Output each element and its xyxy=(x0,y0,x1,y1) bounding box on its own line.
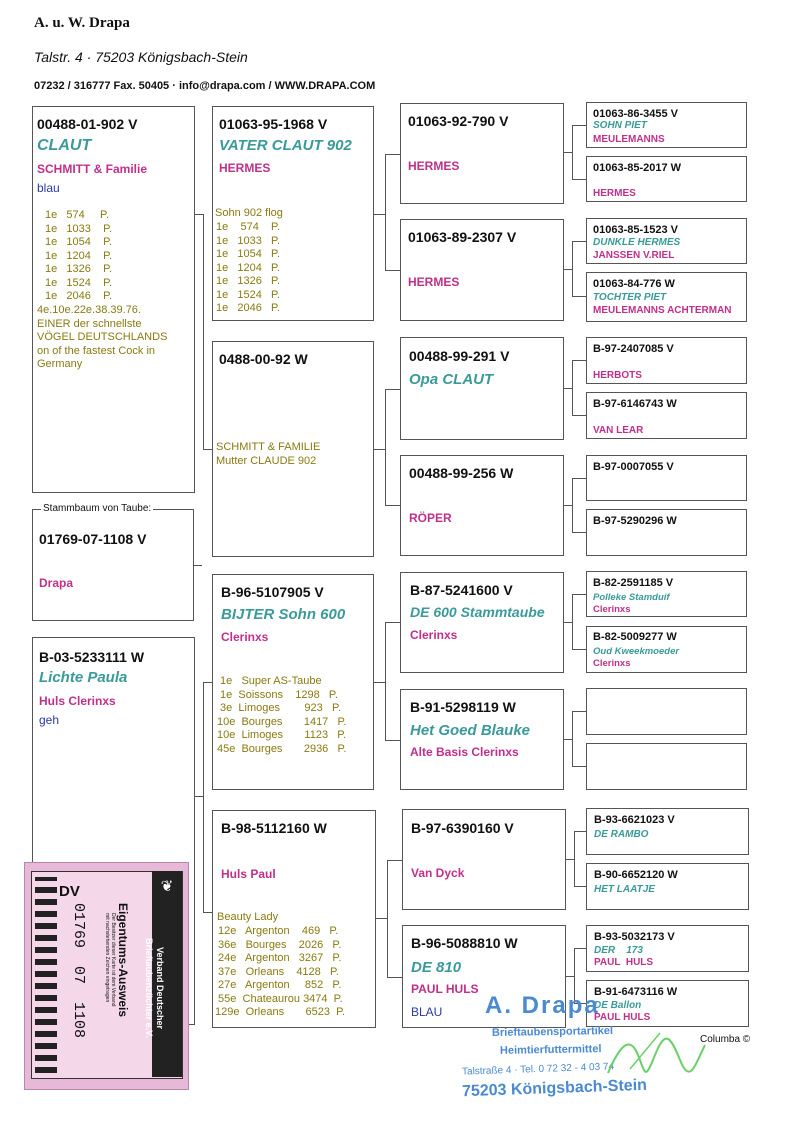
col3-name: DE 600 Stammtaube xyxy=(410,604,545,620)
col3-breeder: Alte Basis Clerinxs xyxy=(410,745,519,759)
connector-line xyxy=(564,269,572,270)
col4-name: SOHN PIET xyxy=(593,120,647,131)
result-line: 10e Limoges 1123 P. xyxy=(217,729,347,741)
col4-breeder: MEULEMANNS ACHTERMAN xyxy=(593,305,732,316)
connector-line xyxy=(572,179,586,180)
stamp-line4: 75203 Königsbach-Stein xyxy=(461,1076,648,1101)
ds-name: BIJTER Sohn 600 xyxy=(221,606,346,623)
connector-line xyxy=(572,594,586,595)
connector-line xyxy=(385,389,400,390)
connector-line xyxy=(572,594,573,649)
result-line: 1e 574 P. xyxy=(45,209,110,221)
col4-box xyxy=(586,509,747,556)
col4-name: DE RAMBO xyxy=(594,829,649,840)
col3-breeder: Clerinxs xyxy=(410,628,458,642)
sire-results xyxy=(45,209,112,304)
result-line: 55e Chateaurou 3474 P. xyxy=(215,992,343,1005)
col4-ring: 01063-84-776 W xyxy=(593,278,675,290)
col4-box-empty xyxy=(586,743,747,790)
connector-line xyxy=(574,831,575,886)
breeder-name: A. u. W. Drapa xyxy=(34,15,130,31)
col4-name: DUNKLE HERMES xyxy=(593,237,681,248)
result-line: 1e 1326 P. xyxy=(216,275,281,287)
ds-ring: B-96-5107905 V xyxy=(221,584,324,600)
subject-ring: 01769-07-1108 V xyxy=(39,531,147,547)
col4-ring: B-93-6621023 V xyxy=(594,814,675,826)
col4-ring: B-90-6652120 W xyxy=(594,869,678,881)
ss-note: Sohn 902 flog xyxy=(215,207,283,219)
sire-ring: 00488-01-902 V xyxy=(37,116,138,132)
col4-ring: B-97-6146743 W xyxy=(593,398,677,410)
result-line: 1e 1524 P. xyxy=(45,276,113,289)
col3-breeder: HERMES xyxy=(408,159,460,173)
connector-line xyxy=(572,415,586,416)
col4-name: DER 173 xyxy=(594,945,643,956)
col4-ring: 01063-85-2017 W xyxy=(593,162,682,174)
connector-line xyxy=(203,214,204,449)
connector-line xyxy=(572,241,586,242)
card-small: Der Besitzer dieser Karte ist dem Verband mit nachstehenden Zeichen eingetragen xyxy=(104,913,116,1007)
connector-line xyxy=(566,859,574,860)
col4-name: DE Ballon xyxy=(594,1000,642,1011)
result-line: 27e Argenton 852 P. xyxy=(215,979,342,991)
col3-box-3 xyxy=(400,337,564,440)
signature xyxy=(600,1025,710,1085)
col4-breeder: JANSSEN V.RIEL xyxy=(593,250,675,261)
card-number: 01769 07 1108 xyxy=(70,903,87,1039)
stamp-line3: Talstraße 4 · Tel. 0 72 32 - 4 03 74 xyxy=(461,1061,615,1078)
result-line: 24e Argenton 3267 P. xyxy=(215,952,342,964)
dam-ring: B-03-5233111 W xyxy=(39,649,145,665)
breeder-address: Talstr. 4 · 75203 Königsbach-Stein xyxy=(34,49,248,65)
col3-ring: 00488-99-256 W xyxy=(409,465,514,481)
dd-results xyxy=(215,925,345,1020)
connector-line xyxy=(385,740,400,741)
result-line: 12e Argenton 469 P. xyxy=(215,925,339,937)
col4-box xyxy=(586,218,747,264)
result-line: 1e 1204 P. xyxy=(45,249,113,262)
col4-box xyxy=(586,102,747,148)
connector-line xyxy=(572,360,586,361)
col3-box-5 xyxy=(400,572,564,673)
breeder-contact: 07232 / 316777 Fax. 50405 · info@drapa.com / WWW.DRAPA.COM xyxy=(34,80,376,92)
col4-breeder: HERBOTS xyxy=(593,370,642,381)
connector-line xyxy=(564,388,572,389)
col3-ring: B-96-5088810 W xyxy=(411,935,518,951)
result-line: 129e Orleans 6523 P. xyxy=(215,1006,346,1018)
col4-box xyxy=(586,571,747,617)
connector-line xyxy=(572,649,586,650)
connector-line xyxy=(387,977,402,978)
col4-ring: B-82-2591185 V xyxy=(593,577,674,589)
dam-dam-box xyxy=(212,810,376,1028)
result-line: 10e Bourges 1417 P. xyxy=(217,715,347,728)
connector-line xyxy=(374,214,385,215)
connector-line xyxy=(572,478,573,532)
dove-icon: ❦ xyxy=(160,878,174,895)
sire-box xyxy=(32,106,195,493)
col4-box xyxy=(586,337,747,384)
col4-name: Oud Kweekmoeder xyxy=(593,646,680,657)
connector-line xyxy=(376,918,387,919)
col4-box xyxy=(586,156,747,202)
col3-ring: 01063-92-790 V xyxy=(408,113,509,129)
col4-box xyxy=(586,626,747,673)
connector-line xyxy=(572,125,586,126)
col3-name: DE 810 xyxy=(411,959,462,976)
dam-breeder: Huls Clerinxs xyxy=(39,694,116,708)
col4-box xyxy=(586,808,749,855)
col4-box-empty xyxy=(586,688,747,735)
dam-name: Lichte Paula xyxy=(39,669,128,686)
col4-ring: B-82-5009277 W xyxy=(593,631,677,643)
col4-breeder: PAUL HULS xyxy=(594,957,654,968)
connector-line xyxy=(374,449,385,450)
result-line: 1e 1054 P. xyxy=(216,248,281,260)
copyright: Columba © xyxy=(700,1034,751,1045)
col4-breeder: MEULEMANNS xyxy=(593,134,665,145)
ownership-card xyxy=(24,862,189,1090)
sire-name: CLAUT xyxy=(37,137,92,154)
ds-breeder: Clerinxs xyxy=(221,630,269,644)
sire-dam-box xyxy=(212,341,374,557)
connector-line xyxy=(572,711,586,712)
card-title: Eigentums-Ausweis xyxy=(116,903,130,1018)
sd-note: SCHMITT & FAMILIE Mutter CLAUDE 902 xyxy=(216,441,321,467)
result-line: 3e Limoges 923 P. xyxy=(217,702,341,714)
result-line: 1e 1204 P. xyxy=(216,261,281,274)
card-pattern xyxy=(35,877,57,1073)
result-line: 36e Bourges 2026 P. xyxy=(215,938,342,951)
col4-ring: B-97-5290296 W xyxy=(593,515,677,527)
result-line: 1e 2046 P. xyxy=(216,302,281,314)
connector-line xyxy=(385,154,386,270)
col4-ring: B-97-2407085 V xyxy=(593,343,674,355)
connector-line xyxy=(195,796,203,797)
col4-box xyxy=(586,863,749,910)
col4-breeder: Clerinxs xyxy=(593,604,631,615)
result-line: 1e 1326 P. xyxy=(45,263,113,275)
connector-line xyxy=(385,154,400,155)
col4-breeder: VAN LEAR xyxy=(593,425,644,436)
sire-note: 4e.10e.22e.38.39.76. EINER der schnellste VÖGEL DEUTSCHLANDS on of the fastest Cock in Germany xyxy=(37,304,168,370)
connector-line xyxy=(385,270,400,271)
connector-line xyxy=(564,622,572,623)
col3-ring: B-87-5241600 V xyxy=(410,582,513,598)
col4-box xyxy=(586,925,749,972)
connector-line xyxy=(564,505,572,506)
connector-line xyxy=(195,214,203,215)
connector-line xyxy=(203,682,212,683)
result-line: 1e 1054 P. xyxy=(45,236,113,248)
col3-color: BLAU xyxy=(411,1005,443,1019)
col4-box xyxy=(586,392,747,439)
col3-box-4 xyxy=(400,455,564,556)
result-line: 1e 2046 P. xyxy=(45,290,113,302)
col3-ring: B-97-6390160 V xyxy=(411,820,514,836)
col4-name: TOCHTER PIET xyxy=(593,292,667,303)
connector-line xyxy=(203,682,204,912)
col4-name: HET LAATJE xyxy=(594,884,655,895)
stamp-name: A. Drapa xyxy=(485,992,600,1019)
connector-line xyxy=(572,478,586,479)
col3-breeder: RÖPER xyxy=(409,511,452,525)
sd-ring: 0488-00-92 W xyxy=(219,351,308,367)
col4-breeder: PAUL HULS xyxy=(594,1012,651,1023)
connector-line xyxy=(572,532,586,533)
connector-line xyxy=(572,766,586,767)
connector-line xyxy=(572,125,573,179)
col3-name: Het Goed Blauke xyxy=(410,722,531,739)
col4-ring: 01063-85-1523 V xyxy=(593,224,679,236)
connector-line xyxy=(574,886,586,887)
result-line: 1e Super AS-Taube xyxy=(217,675,322,687)
result-line: 1e 1524 P. xyxy=(216,288,281,301)
dd-note: Beauty Lady xyxy=(217,911,279,923)
connector-line xyxy=(385,622,400,623)
result-line: 1e 574 P. xyxy=(216,221,281,233)
col3-ring: 00488-99-291 V xyxy=(409,348,510,364)
result-line: 37e Orleans 4128 P. xyxy=(215,965,339,978)
card-org: Verband Deutscher Brieftaubenzüchter e.V. xyxy=(144,938,165,1038)
col3-box-6 xyxy=(400,689,564,790)
connector-line xyxy=(194,565,202,566)
col3-breeder: Van Dyck xyxy=(411,866,465,880)
connector-line xyxy=(385,505,400,506)
col3-ring: 01063-89-2307 V xyxy=(408,229,517,245)
subject-breeder: Drapa xyxy=(39,576,74,590)
ss-name: VATER CLAUT 902 xyxy=(219,137,352,154)
sire-breeder: SCHMITT & Familie xyxy=(37,162,148,176)
connector-line xyxy=(574,948,586,949)
connector-line xyxy=(387,860,388,977)
col4-box xyxy=(586,455,747,501)
result-line: 1e 1033 P. xyxy=(216,234,281,247)
dam-sire-box xyxy=(212,574,374,790)
col4-ring: 01063-86-3455 V xyxy=(593,108,679,120)
col3-breeder: PAUL HULS xyxy=(411,982,479,996)
connector-line xyxy=(374,682,385,683)
connector-line xyxy=(385,389,386,505)
col4-breeder: HERMES xyxy=(593,188,636,199)
stamp-line2: Heimtierfuttermittel xyxy=(499,1043,602,1057)
sire-color: blau xyxy=(37,181,60,195)
col4-box xyxy=(586,272,747,322)
ss-results xyxy=(216,221,280,316)
dam-color: geh xyxy=(39,713,60,727)
connector-line xyxy=(203,912,212,913)
ss-breeder: HERMES xyxy=(219,161,271,175)
subject-caption: Stammbaum von Taube: xyxy=(43,503,152,514)
col3-box-1 xyxy=(400,103,564,204)
result-line: 45e Bourges 2936 P. xyxy=(217,742,347,755)
result-line: 1e 1033 P. xyxy=(45,222,113,235)
connector-line xyxy=(572,711,573,766)
col4-ring: B-97-0007055 V xyxy=(593,461,674,473)
result-line: 1e Soissons 1298 P. xyxy=(217,688,338,701)
col4-ring: B-91-6473116 W xyxy=(594,986,678,998)
connector-line xyxy=(385,622,386,740)
stamp-line1: Brieftaubensportartikel xyxy=(491,1024,614,1040)
connector-line xyxy=(566,976,574,977)
ss-ring: 01063-95-1968 V xyxy=(219,116,328,132)
connector-line xyxy=(564,739,572,740)
col3-box-2 xyxy=(400,219,564,321)
col4-ring: B-93-5032173 V xyxy=(594,931,675,943)
connector-line xyxy=(572,241,573,296)
sire-sire-box xyxy=(212,106,374,321)
dd-breeder: Huls Paul xyxy=(221,867,276,881)
subject-box xyxy=(32,503,194,621)
col4-box xyxy=(586,980,749,1027)
card-dv: DV xyxy=(59,883,80,900)
connector-line xyxy=(572,296,586,297)
connector-line xyxy=(387,860,402,861)
ds-results xyxy=(217,675,346,756)
col3-breeder: HERMES xyxy=(408,275,460,289)
connector-line xyxy=(572,360,573,415)
connector-line xyxy=(574,831,586,832)
col4-breeder: Clerinxs xyxy=(593,658,631,669)
dd-ring: B-98-5112160 W xyxy=(221,820,327,836)
col4-name: Polleke Stamduif xyxy=(593,592,670,603)
connector-line xyxy=(564,152,572,153)
col3-name: Opa CLAUT xyxy=(409,371,494,388)
connector-line xyxy=(203,449,212,450)
col3-box-7 xyxy=(402,809,566,910)
col3-ring: B-91-5298119 W xyxy=(410,699,516,715)
